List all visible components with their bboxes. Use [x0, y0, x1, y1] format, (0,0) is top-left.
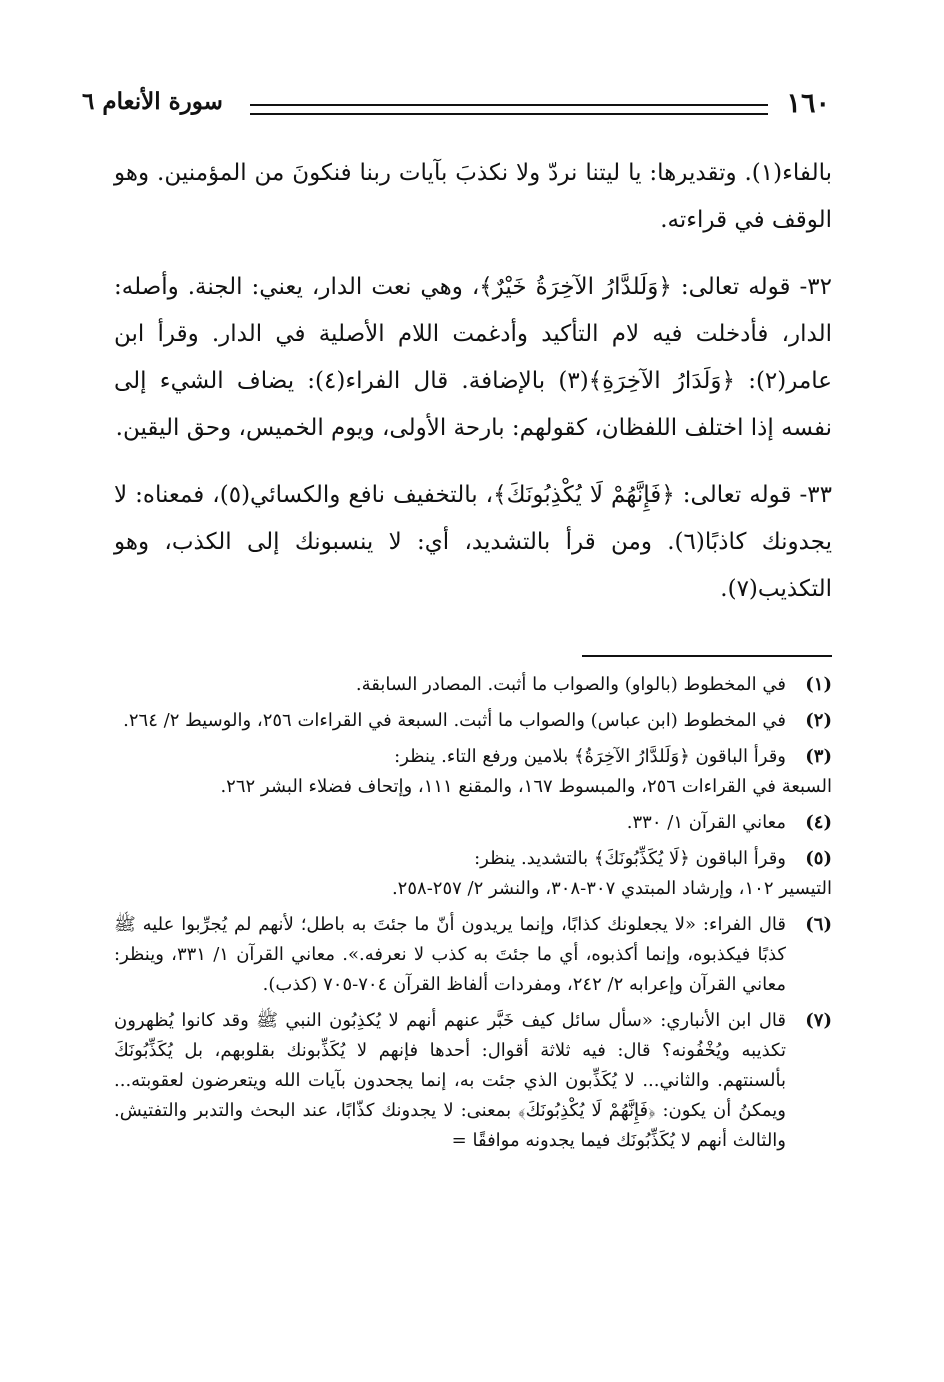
- footnote-5: [114, 844, 832, 904]
- footnote-3: [114, 742, 832, 802]
- footnotes: [114, 670, 832, 1162]
- footnote-number: (٦): [805, 914, 832, 935]
- footnote-continuation: التيسير ١٠٢، وإرشاد المبتدي ٣٠٧-٣٠٨، والنشر ٢/ ٢٥٧-٢٥٨.: [391, 878, 832, 899]
- footnote-number: (٣): [805, 746, 832, 767]
- footnote-text: قال الفراء: «لا يجعلونك كذابًا، وإنما يريدون أنّ ما جئتَ به باطل؛ لأنهم لم يُجرِّبوا عليه ﷺ كذبًا فيكذبوه، وإنما أكذبوه، أي ما جئتَ به كذب لا نعرفه.». معاني القرآن ١/ ٣٣١، وينظر: معاني القرآن وإعرابه ٢/ ٢٤٢، ومفردات ألفاظ القرآن ٧٠٤-٧٠٥ (كذب).: [114, 914, 786, 995]
- surah-title: سورة الأنعام ٦: [82, 88, 223, 115]
- footnote-text: قال ابن الأنباري: «سأل سائل كيف خَبَّر عنهم أنهم لا يُكذِبُون النبي ﷺ وقد كانوا يُظهرون تكذيبه ويُخْفُونه؟ قال: فيه ثلاثة أقوال: أحدها فإنهم لا يُكَذِّبونك بقلوبهم، بل يُكَذِّبُونَكَ بألسنتهم. والثاني... لا يُكَذِّبون الذي جئت به، إنما يجحدون بآيات الله ويتعرضون لعقوبته... ويمكنُ أن يكون: ﴿فَإِنَّهُمْ لَا يُكْذِبُونَكَ﴾ بمعنى: لا يجدونك كذّابًا، عند البحث والتدبر والتفتيش. والثالث أنهم لا يُكَذِّبُونَك فيما يجدونه موافقًا =: [114, 1010, 786, 1151]
- page-header: [82, 88, 830, 128]
- footnote-number: (٥): [805, 848, 832, 869]
- footnote-text: في المخطوط (ابن عباس) والصواب ما أثبت. السبعة في القراءات ٢٥٦، والوسيط ٢/ ٢٦٤.: [123, 710, 786, 731]
- footnote-continuation: السبعة في القراءات ٢٥٦، والمبسوط ١٦٧، والمقنع ١١١، وإتحاف فضلاء البشر ٢٦٢.: [220, 776, 832, 797]
- header-double-rule: [250, 104, 768, 115]
- footnote-4: [114, 808, 832, 838]
- footnote-number: (١): [805, 674, 832, 695]
- footnote-text: معاني القرآن ١/ ٣٣٠.: [626, 812, 786, 833]
- paragraph-1: بالفاء(١). وتقديرها: يا ليتنا نردّ ولا نكذبَ بآيات ربنا فنكونَ من المؤمنين. وهو الوقف في قراءته.: [114, 160, 832, 233]
- paragraph-verse-33: ٣٣- قوله تعالى: ﴿فَإِنَّهُمْ لَا يُكْذِبُونَكَ﴾، بالتخفيف نافع والكسائي(٥)، فمعناه: لا يجدونك كاذبًا(٦). ومن قرأ بالتشديد، أي: لا ينسبونك إلى الكذب، وهو التكذيب(٧).: [114, 482, 833, 602]
- footnote-separator: [582, 655, 832, 657]
- main-text: [114, 150, 832, 613]
- footnote-6: [114, 910, 832, 1000]
- footnote-text: وقرأ الباقون ﴿لَا يُكَذِّبُونَكَ﴾ بالتشديد. ينظر:: [474, 848, 786, 869]
- footnote-1: [114, 670, 832, 700]
- footnote-text: في المخطوط (بالواو) والصواب ما أثبت. المصادر السابقة.: [355, 674, 786, 695]
- paragraph-verse-32: ٣٢- قوله تعالى: ﴿وَلَلدَّارُ الآخِرَةُ خَيْرٌ﴾، وهي نعت الدار، يعني: الجنة. وأصله: الدار، فأدخلت فيه لام التأكيد وأدغمت اللام الأصلية في الدار. وقرأ ابن عامر(٢): ﴿وَلَدَارُ الآخِرَةِ﴾(٣) بالإضافة. قال الفراء(٤): يضاف الشيء إلى نفسه إذا اختلف اللفظان، كقولهم: بارحة الأولى، ويوم الخميس، وحق اليقين.: [114, 274, 832, 441]
- footnote-number: (٢): [805, 710, 832, 731]
- page-number: ١٦٠: [786, 88, 830, 119]
- footnote-text: وقرأ الباقون ﴿وَلَلدَّارُ الآخِرَةُ﴾ بلامين ورفع التاء. ينظر:: [394, 746, 786, 767]
- footnote-7: [114, 1006, 832, 1156]
- footnote-number: (٧): [805, 1010, 832, 1031]
- footnote-number: (٤): [805, 812, 832, 833]
- footnote-2: [114, 706, 832, 736]
